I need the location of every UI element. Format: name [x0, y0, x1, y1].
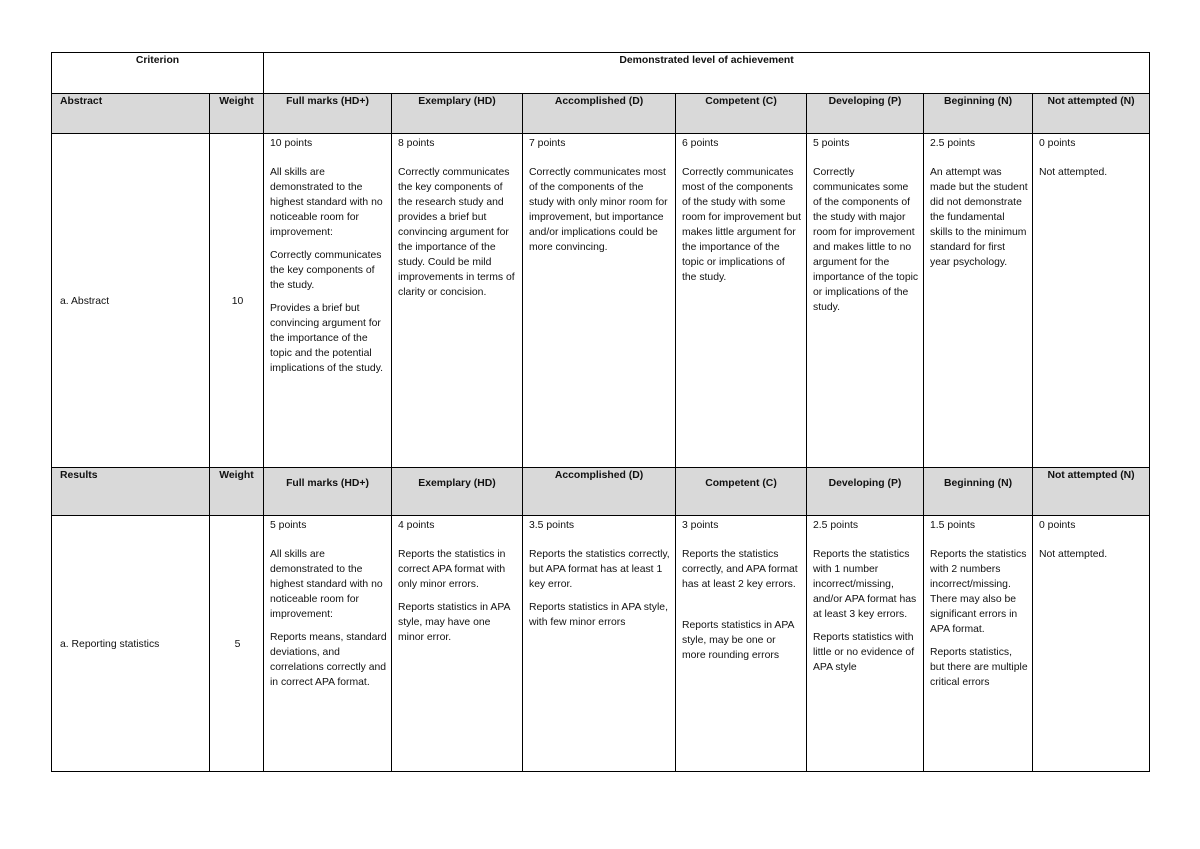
descriptor-text: Reports the statistics in correct APA format with only minor errors.: [398, 549, 506, 590]
level-header-hd-plus: Full marks (HD+): [264, 94, 392, 134]
abstract-weight: 10: [210, 134, 264, 468]
results-section-row: [52, 468, 1150, 516]
level-header-not-attempted: Not attempted (N): [1033, 94, 1150, 134]
abstract-section-row: [52, 94, 1150, 134]
criterion-header: Criterion: [52, 53, 264, 94]
level-header-hd: Exemplary (HD): [392, 94, 523, 134]
points-label: 0 points: [1039, 138, 1076, 149]
points-label: 7 points: [529, 138, 566, 149]
descriptor-text: Reports the statistics with 1 number incorrect/missing, and/or APA format has at least 3 key errors.: [813, 549, 917, 620]
abstract-cell-d: [523, 134, 676, 468]
descriptor-text: Correctly communicates some of the components of the study with major room for improvement and makes little to no argument for the importance of the topic or implications of the study.: [813, 167, 919, 313]
points-label: 0 points: [1039, 520, 1076, 531]
descriptor-text: Reports the statistics with 2 numbers incorrect/missing. There may also be significant errors in APA format.: [930, 549, 1027, 635]
descriptor-text: Reports statistics in APA style, may be one or more rounding errors: [682, 620, 794, 661]
descriptor-text: Correctly communicates most of the components of the study with only minor room for improvement, but importance and/or implications could be more convincing.: [529, 167, 668, 253]
level-header-p: Developing (P): [807, 468, 924, 516]
abstract-section-title: Abstract: [52, 94, 210, 134]
level-header-d: Accomplished (D): [523, 468, 676, 516]
level-header-hd: Exemplary (HD): [392, 468, 523, 516]
points-label: 5 points: [813, 138, 850, 149]
descriptor-text: Not attempted.: [1039, 167, 1108, 178]
abstract-cell-p: [807, 134, 924, 468]
descriptor-text: All skills are demonstrated to the highest standard with no noticeable room for improvement:: [270, 167, 383, 238]
descriptor-text: Correctly communicates the key components of the study.: [270, 250, 382, 291]
results-section-title: Results: [52, 468, 210, 516]
descriptor-text: Correctly communicates the key components of the research study and provides a brief but convincing argument for the importance of the study. Could be mild improvements in terms of clarity or concision.: [398, 167, 515, 298]
abstract-criterion-label: a. Abstract: [52, 134, 210, 468]
level-header-n: Beginning (N): [924, 468, 1033, 516]
header-row: [52, 53, 1150, 94]
descriptor-text: Provides a brief but convincing argument for the importance of the topic and the potential implications of the study.: [270, 303, 384, 374]
results-cell-c: [676, 516, 807, 772]
descriptor-text: Reports statistics in APA style, with few minor errors: [529, 602, 668, 628]
descriptor-text: Reports means, standard deviations, and correlations correctly and in correct APA format.: [270, 632, 387, 688]
points-label: 2.5 points: [930, 138, 976, 149]
points-label: 3.5 points: [529, 520, 575, 531]
points-label: 6 points: [682, 138, 719, 149]
descriptor-text: Not attempted.: [1039, 549, 1108, 560]
points-label: 8 points: [398, 138, 435, 149]
descriptor-text: Correctly communicates most of the components of the study with some room for improvement but makes little argument for the importance of the topic or implications of the study.: [682, 167, 801, 283]
points-label: 5 points: [270, 520, 307, 531]
results-cell-hd-plus: [264, 516, 392, 772]
points-label: 1.5 points: [930, 520, 976, 531]
descriptor-text: Reports the statistics correctly, but APA format has at least 1 key error.: [529, 549, 670, 590]
points-label: 10 points: [270, 138, 313, 149]
level-header-c: Competent (C): [676, 94, 807, 134]
descriptor-text: Reports statistics, but there are multiple critical errors: [930, 647, 1028, 688]
results-criterion-label: a. Reporting statistics: [52, 516, 210, 772]
results-cell-hd: [392, 516, 523, 772]
points-label: 4 points: [398, 520, 435, 531]
descriptor-text: Reports the statistics correctly, and APA format has at least 2 key errors.: [682, 549, 798, 590]
achievement-header: Demonstrated level of achievement: [264, 53, 1150, 94]
abstract-cell-not-attempted: [1033, 134, 1150, 468]
results-criterion-row: [52, 516, 1150, 772]
results-weight: 5: [210, 516, 264, 772]
results-cell-n: [924, 516, 1033, 772]
descriptor-text: An attempt was made but the student did not demonstrate the fundamental skills to the minimum standard for first year psychology.: [930, 167, 1028, 268]
points-label: 2.5 points: [813, 520, 859, 531]
abstract-cell-n: [924, 134, 1033, 468]
level-header-hd-plus: Full marks (HD+): [264, 468, 392, 516]
level-header-c: Competent (C): [676, 468, 807, 516]
results-cell-p: [807, 516, 924, 772]
abstract-cell-hd: [392, 134, 523, 468]
level-header-not-attempted: Not attempted (N): [1033, 468, 1150, 516]
weight-header: Weight: [210, 94, 264, 134]
descriptor-text: Reports statistics in APA style, may have one minor error.: [398, 602, 510, 643]
abstract-criterion-row: [52, 134, 1150, 468]
descriptor-text: All skills are demonstrated to the highest standard with no noticeable room for improvement:: [270, 549, 383, 620]
rubric-table: [51, 52, 1150, 772]
weight-header: Weight: [210, 468, 264, 516]
level-header-p: Developing (P): [807, 94, 924, 134]
level-header-d: Accomplished (D): [523, 94, 676, 134]
points-label: 3 points: [682, 520, 719, 531]
abstract-cell-c: [676, 134, 807, 468]
results-cell-d: [523, 516, 676, 772]
results-cell-not-attempted: [1033, 516, 1150, 772]
level-header-n: Beginning (N): [924, 94, 1033, 134]
abstract-cell-hd-plus: [264, 134, 392, 468]
descriptor-text: Reports statistics with little or no evidence of APA style: [813, 632, 915, 673]
